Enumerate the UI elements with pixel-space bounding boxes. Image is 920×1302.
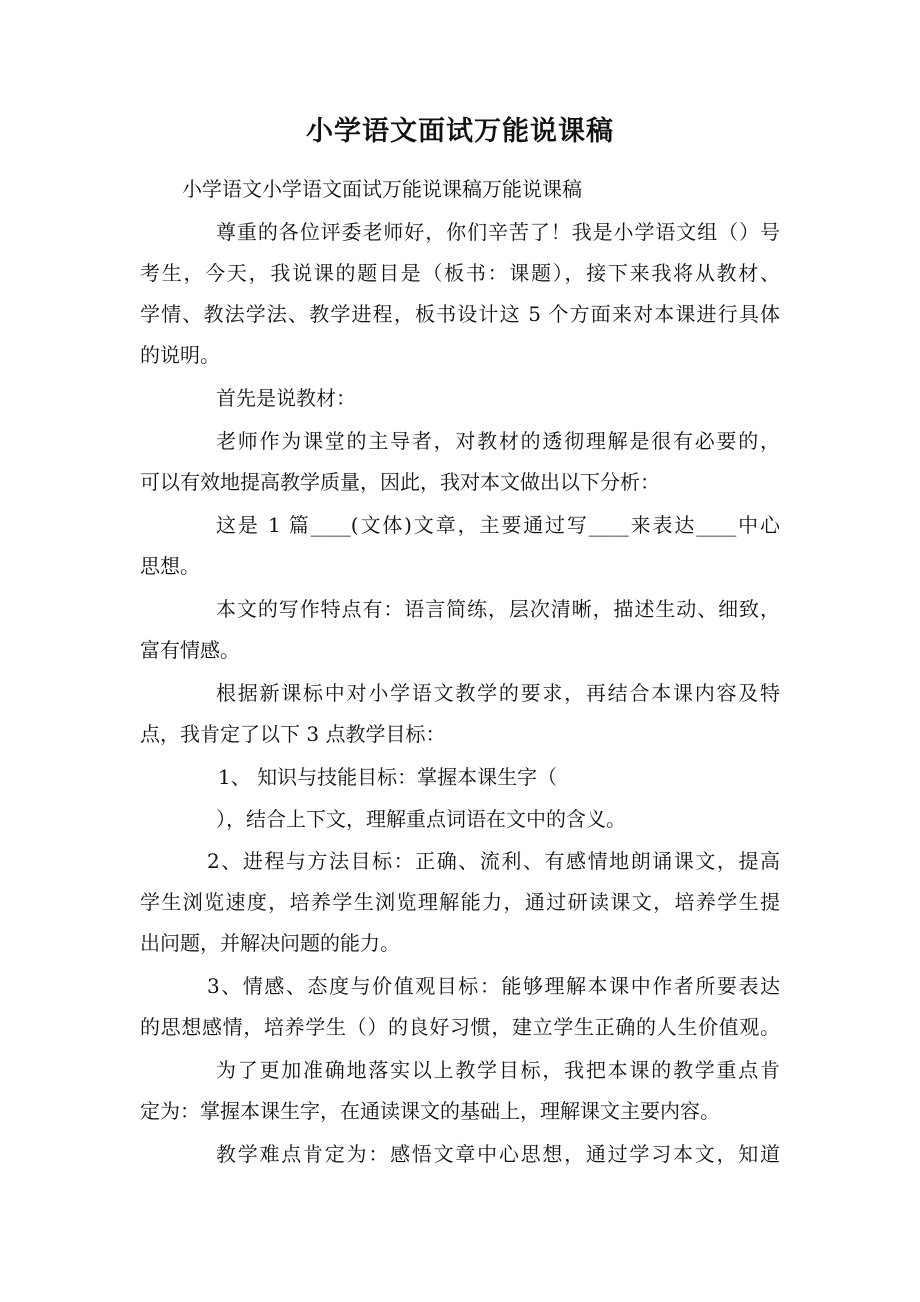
paragraph-line: 2、进程与方法目标：正确、流利、有感情地朗诵课文，提高 — [207, 849, 780, 873]
paragraph-line: 学生浏览速度，培养学生浏览理解能力，通过研读课文，培养学生提 — [140, 890, 780, 914]
paragraph-line: 3、情感、态度与价值观目标：能够理解本课中作者所要表达 — [207, 974, 780, 998]
paragraph-line: 这是 1 篇____(文体)文章，主要通过写____来表达____中心 — [216, 513, 780, 537]
paragraph-line: 学情、教法学法、教学进程，板书设计这 5 个方面来对本课进行具体 — [140, 302, 780, 326]
paragraph-line: 为了更加准确地落实以上教学目标，我把本课的教学重点肯 — [216, 1058, 780, 1082]
paragraph-line: 首先是说教材： — [216, 386, 356, 410]
paragraph-line: 本文的写作特点有：语言简练，层次清晰，描述生动、细致， — [216, 597, 780, 621]
paragraph-line: ），结合上下文，理解重点词语在文中的含义。 — [216, 807, 626, 831]
paragraph-line: 的思想感情，培养学生（）的良好习惯，建立学生正确的人生价值观。 — [140, 1015, 780, 1039]
paragraph-line: 出问题，并解决问题的能力。 — [140, 931, 400, 955]
paragraph-line: 教学难点肯定为：感悟文章中心思想，通过学习本文，知道 — [216, 1142, 780, 1166]
paragraph-line: 可以有效地提高教学质量，因此，我对本文做出以下分析： — [140, 470, 660, 494]
paragraph-line: 老师作为课堂的主导者，对教材的透彻理解是很有必要的， — [216, 429, 780, 453]
paragraph-line: 考生，今天，我说课的题目是（板书：课题），接下来我将从教材、 — [140, 261, 780, 285]
paragraph-line: 1、 知识与技能目标：掌握本课生字（ — [218, 765, 558, 789]
paragraph-line: 的说明。 — [140, 343, 220, 367]
paragraph-line: 尊重的各位评委老师好，你们辛苦了！我是小学语文组（）号 — [216, 220, 780, 244]
paragraph-line: 思想。 — [140, 554, 200, 578]
paragraph-line: 根据新课标中对小学语文教学的要求，再结合本课内容及特 — [216, 681, 780, 705]
paragraph-line: 定为：掌握本课生字，在通读课文的基础上，理解课文主要内容。 — [140, 1099, 720, 1123]
paragraph-line: 点，我肯定了以下 3 点教学目标： — [140, 722, 446, 746]
document-title: 小学语文面试万能说课稿 — [306, 116, 614, 147]
subtitle-line: 小学语文小学语文面试万能说课稿万能说课稿 — [182, 177, 582, 201]
paragraph-line: 富有情感。 — [140, 638, 240, 662]
